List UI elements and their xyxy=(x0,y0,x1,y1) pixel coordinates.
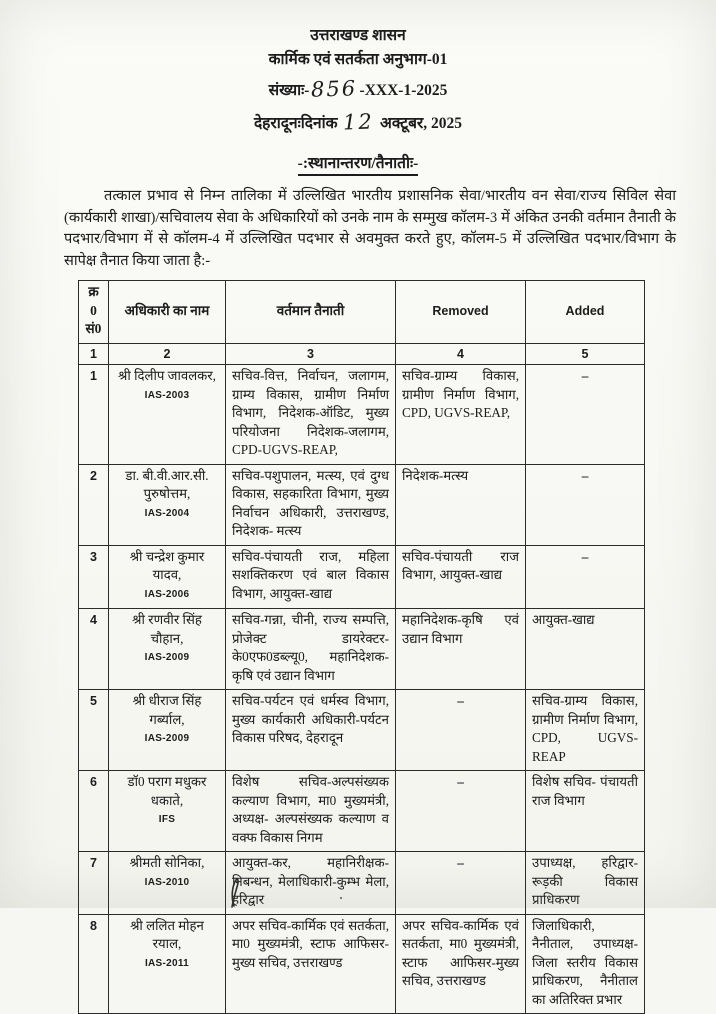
removed-cell: – xyxy=(396,690,526,771)
added-cell: उपाध्यक्ष, हरिद्वार-रूड़की विकास प्राधिकरण xyxy=(526,852,645,915)
added-cell: – xyxy=(526,464,645,545)
officer-cadre: IAS-2006 xyxy=(144,588,190,600)
table-row xyxy=(79,690,645,771)
table-row xyxy=(79,609,645,690)
table-row xyxy=(79,464,645,545)
current-posting-cell: सचिव-वित्त, निर्वाचन, जलागम, ग्राम्य विकास, ग्रामीण निर्माण विभाग, निदेशक-ऑडिट, मुख्य परियोजना निदेशक-जलागम, CPD-UGVS-REAP, xyxy=(226,365,396,465)
officer-name: श्रीमती सोनिका, xyxy=(129,855,205,871)
serial-number: 7 xyxy=(79,852,109,915)
signature-stroke xyxy=(218,878,258,908)
table-row xyxy=(79,771,645,852)
officer-cadre: IAS-2003 xyxy=(144,389,190,401)
officer-name-cell xyxy=(109,771,226,852)
place-date-label: देहरादूनःदिनांक xyxy=(253,114,338,132)
officer-name: श्री रणवीर सिंह चौहान, xyxy=(132,612,202,646)
officer-name-cell xyxy=(109,690,226,771)
handwritten-letter-number: 856 xyxy=(311,76,358,102)
col-num-3: 3 xyxy=(226,343,396,365)
officer-name-cell xyxy=(109,914,226,1014)
current-posting-cell: सचिव-पर्यटन एवं धर्मस्व विभाग, मुख्य कार्यकारी अधिकारी-पर्यटन विकास परिषद, देहरादून xyxy=(226,690,396,771)
table-row xyxy=(79,365,645,465)
officer-cadre: IAS-2004 xyxy=(144,507,190,519)
removed-cell: सचिव-पंचायती राज विभाग, आयुक्त-खाद्य xyxy=(396,545,526,609)
current-posting-cell: सचिव-पंचायती राज, महिला सशक्तिकरण एवं बाल विकास विभाग, आयुक्त-खाद्य xyxy=(226,545,396,609)
officer-name: श्री चन्द्रेश कुमार यादव, xyxy=(129,548,205,583)
officer-cadre: IAS-2010 xyxy=(144,876,190,888)
section-name: कार्मिक एवं सतर्कता अनुभाग-01 xyxy=(268,51,448,69)
table-row xyxy=(79,914,645,1014)
col-num-1: 1 xyxy=(79,343,109,365)
transfer-table xyxy=(78,280,645,1014)
added-cell: – xyxy=(526,365,645,465)
place-date-line xyxy=(0,105,716,138)
officer-name-cell xyxy=(109,464,226,545)
subject-wrap xyxy=(0,139,716,176)
serial-number: 6 xyxy=(79,771,109,852)
current-posting-cell: विशेष सचिव-अल्पसंख्यक कल्याण विभाग, मा0 मुख्यमंत्री, अध्यक्ष- अल्पसंख्यक कल्याण व वक्फ विकास निगम xyxy=(226,771,396,852)
date-suffix: अक्टूबर, 2025 xyxy=(379,114,463,132)
col-num-5: 5 xyxy=(526,343,645,365)
serial-number: 8 xyxy=(79,914,109,1014)
serial-number: 2 xyxy=(79,464,109,545)
removed-cell: अपर सचिव-कार्मिक एवं सतर्कता, मा0 मुख्यमंत्री, स्टाफ आफिसर-मुख्य सचिव, उत्तराखण्ड xyxy=(396,914,526,1014)
intro-paragraph: तत्काल प्रभाव से निम्न तालिका में उल्लिखित भारतीय प्रशासनिक सेवा/भारतीय वन सेवा/राज्य सिविल सेवा (कार्यकारी शाखा)/सचिवालय सेवा के अधिकारियों को उनके नाम के सम्मुख कॉलम-3 में अंकित उनकी वर्तमान तैनाती के पदभार/विभाग में से कॉलम-4 में उल्लिखित पदभार से अवमुक्त करते हुए, कॉलम-5 में उल्लिखित पदभार/विभाग के सापेक्ष तैनात किया जाता है:- xyxy=(64,188,676,269)
officer-name-cell xyxy=(109,545,226,609)
officer-name: श्री धीराज सिंह गर्ब्याल, xyxy=(132,693,202,727)
serial-number: 3 xyxy=(79,545,109,609)
header-sno: क्र0 सं0 xyxy=(79,281,109,344)
officer-cadre: IFS xyxy=(158,814,176,826)
subject-title: -:स्थानान्तरण/तैनातीः- xyxy=(298,151,419,176)
added-cell: आयुक्त-खाद्य xyxy=(526,609,645,690)
officer-cadre: IAS-2009 xyxy=(144,733,190,745)
col-num-2: 2 xyxy=(109,343,226,365)
officer-name-cell xyxy=(109,365,226,465)
added-cell: जिलाधिकारी, नैनीताल, उपाध्यक्ष- जिला स्तरीय विकास प्राधिकरण, नैनीताल का अतिरिक्त प्रभार xyxy=(526,914,645,1014)
current-posting-cell: सचिव-गन्ना, चीनी, राज्य सम्पत्ति, प्रोजेक्ट डायरेक्टर- के0एफ0डब्ल्यू0, महानिदेशक-कृषि एवं उद्यान विभाग xyxy=(226,609,396,690)
table-row xyxy=(79,545,645,609)
serial-number: 1 xyxy=(79,365,109,465)
officer-name: डॉ0 पराग मधुकर धकाते, xyxy=(127,774,207,808)
table-row xyxy=(79,852,645,915)
ink-dot xyxy=(338,896,344,900)
added-cell: – xyxy=(526,545,645,609)
header-removed: Removed xyxy=(396,281,526,344)
officer-cadre: IAS-2011 xyxy=(144,957,190,969)
current-posting-cell: सचिव-पशुपालन, मत्स्य, एवं दुग्ध विकास, सहकारिता विभाग, मुख्य निर्वाचन अधिकारी, उत्तराखण्ड, निदेशक- मत्स्य xyxy=(226,464,396,545)
added-cell: सचिव-ग्राम्य विकास, ग्रामीण निर्माण विभाग, CPD, UGVS-REAP xyxy=(526,690,645,771)
number-suffix: -XXX-1-2025 xyxy=(359,82,448,100)
header-added: Added xyxy=(526,281,645,344)
handwritten-date: 12 xyxy=(342,109,375,135)
serial-number: 4 xyxy=(79,609,109,690)
document-header xyxy=(0,24,716,137)
removed-cell: सचिव-ग्राम्य विकास, ग्रामीण निर्माण विभाग, CPD, UGVS-REAP, xyxy=(396,365,526,465)
officer-name: डा. बी.वी.आर.सी. पुरुषोत्तम, xyxy=(125,467,209,502)
added-cell: विशेष सचिव- पंचायती राज विभाग xyxy=(526,771,645,852)
current-posting-cell: अपर सचिव-कार्मिक एवं सतर्कता, मा0 मुख्यमंत्री, स्टाफ आफिसर-मुख्य सचिव, उत्तराखण्ड xyxy=(226,914,396,1014)
officer-name-cell xyxy=(109,852,226,915)
col-num-4: 4 xyxy=(396,343,526,365)
number-label: संख्याः- xyxy=(268,82,310,100)
column-number-row xyxy=(79,343,645,365)
serial-number: 5 xyxy=(79,690,109,771)
removed-cell: महानिदेशक-कृषि एवं उद्यान विभाग xyxy=(396,609,526,690)
officer-cadre: IAS-2009 xyxy=(144,652,190,664)
org-name: उत्तराखण्ड शासन xyxy=(310,27,406,44)
letter-number-line xyxy=(0,72,716,105)
removed-cell: निदेशक-मत्स्य xyxy=(396,464,526,545)
header-officer-name: अधिकारी का नाम xyxy=(109,281,226,344)
table-header-row xyxy=(79,281,645,344)
removed-cell: – xyxy=(396,771,526,852)
current-posting-cell: आयुक्त-कर, महानिरीक्षक-निबन्धन, मेलाधिकारी-कुम्भ मेला, हरिद्वार xyxy=(226,852,396,915)
header-current-posting: वर्तमान तैनाती xyxy=(226,281,396,344)
officer-name: श्री दिलीप जावलकर, xyxy=(118,368,216,384)
officer-name-cell xyxy=(109,609,226,690)
removed-cell: – xyxy=(396,852,526,915)
officer-name: श्री ललित मोहन रयाल, xyxy=(130,917,204,952)
